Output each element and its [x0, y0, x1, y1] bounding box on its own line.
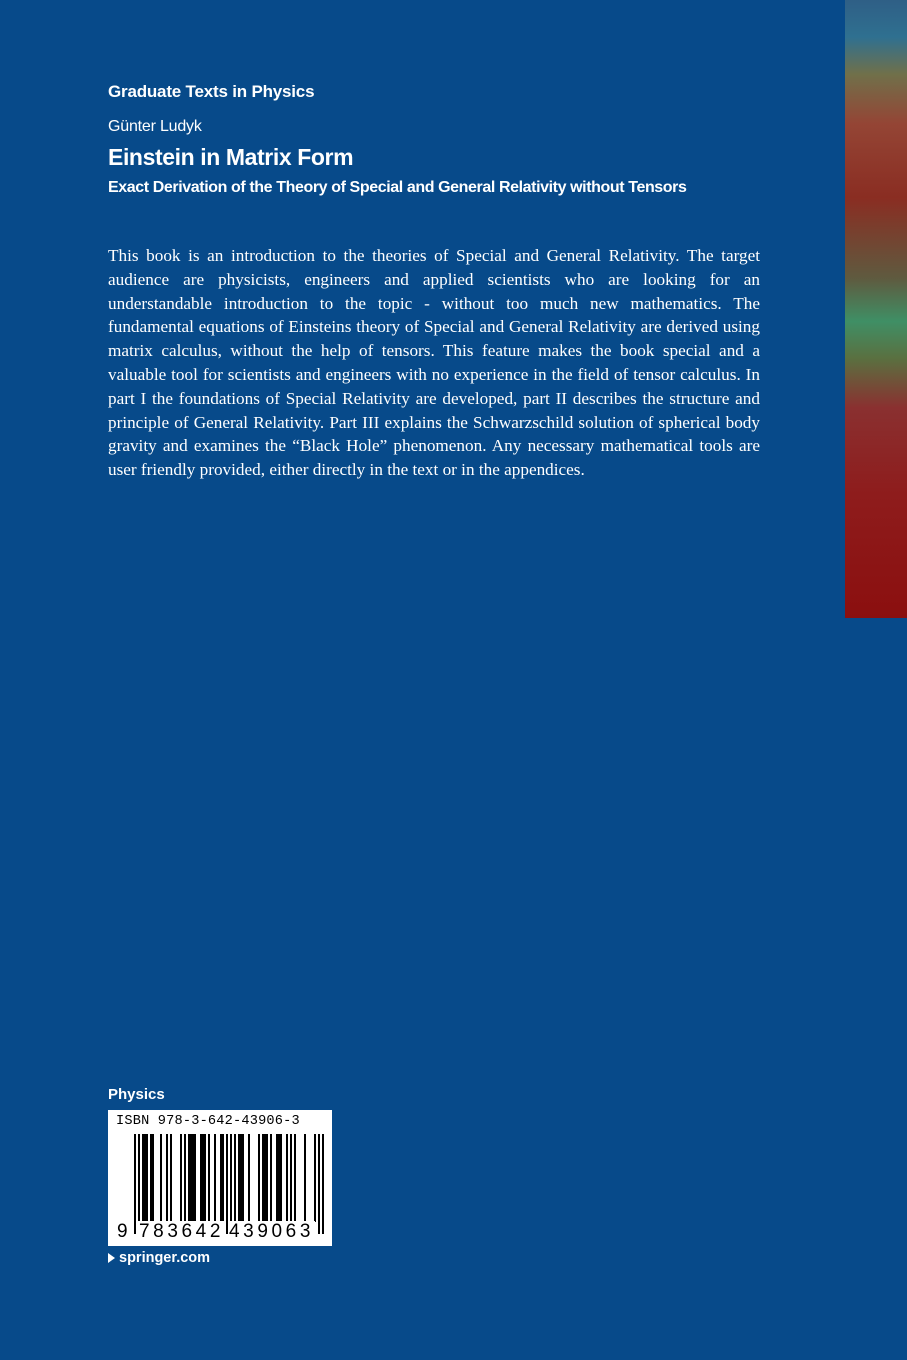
publisher-link[interactable]: [108, 1250, 210, 1266]
barcode-bar: [166, 1134, 168, 1222]
barcode-bar: [142, 1134, 144, 1222]
isbn-barcode: [108, 1110, 332, 1246]
barcode-bar: [270, 1134, 272, 1222]
ean-left-group: 783642: [139, 1221, 225, 1242]
barcode-bar: [238, 1134, 240, 1222]
barcode-bar: [278, 1134, 280, 1222]
series-name: Graduate Texts in Physics: [108, 82, 315, 101]
barcode-bar: [314, 1134, 316, 1222]
barcode-bar: [208, 1134, 210, 1222]
book-subtitle: Exact Derivation of the Theory of Special and General Relativity without Tensors: [108, 179, 687, 196]
barcode-bar: [190, 1134, 192, 1222]
barcode-bar: [276, 1134, 278, 1222]
barcode-bar: [200, 1134, 202, 1222]
barcode-bar: [134, 1134, 136, 1234]
barcode-bar: [138, 1134, 140, 1234]
barcode-bar: [146, 1134, 148, 1222]
barcode-bar: [304, 1134, 306, 1222]
barcode-bar: [150, 1134, 152, 1222]
barcode-bar: [202, 1134, 204, 1222]
barcode-bar: [234, 1134, 236, 1222]
barcode-bar: [318, 1134, 320, 1234]
barcode-bar: [258, 1134, 260, 1222]
barcode-bar: [266, 1134, 268, 1222]
author-name: Günter Ludyk: [108, 118, 202, 135]
spine-color-stripe: [845, 0, 907, 618]
publisher-url: springer.com: [119, 1250, 211, 1266]
barcode-bar: [322, 1134, 324, 1234]
barcode-bar: [220, 1134, 222, 1222]
barcode-bar: [152, 1134, 154, 1222]
barcode-bar: [264, 1134, 266, 1222]
barcode-bar: [280, 1134, 282, 1222]
barcode-bar: [144, 1134, 146, 1222]
barcode-bar: [294, 1134, 296, 1222]
barcode-bar: [180, 1134, 182, 1222]
barcode-bar: [290, 1134, 292, 1222]
barcode-bar: [214, 1134, 216, 1222]
barcode-bar: [192, 1134, 194, 1222]
barcode-bar: [204, 1134, 206, 1222]
barcode-bar: [226, 1134, 228, 1234]
ean-first-digit: 9: [117, 1221, 128, 1242]
subject-category: Physics: [108, 1086, 165, 1103]
isbn-label: ISBN 978-3-642-43906-3: [116, 1114, 300, 1129]
barcode-bar: [262, 1134, 264, 1222]
book-title: Einstein in Matrix Form: [108, 144, 354, 170]
barcode-bar: [286, 1134, 288, 1222]
barcode-bar: [242, 1134, 244, 1222]
barcode-bar: [194, 1134, 196, 1222]
ean-right-group: 439063: [229, 1221, 315, 1242]
barcode-bar: [240, 1134, 242, 1222]
barcode-bar: [248, 1134, 250, 1222]
book-description: This book is an introduction to the theories of Special and General Relativity. The target audience are physicists, engineers and applied scientists who are looking for an understandable introduction to the topic - without too much new mathematics. The fundamental equations of Einsteins theory of Special and General Relativity are derived using matrix calculus, without the help of tensors. This feature makes the book special and a valuable tool for scientists and engineers with no experience in the field of tensor calculus. In part I the foundations of Special Relativity are developed, part II describes the structure and principle of General Relativity. Part III explains the Schwarzschild solution of spherical body gravity and examines the “Black Hole” phenomenon. Any necessary mathematical tools are user friendly provided, either directly in the text or in the appendices.: [108, 246, 760, 480]
barcode-bar: [170, 1134, 172, 1222]
barcode-bar: [188, 1134, 190, 1222]
barcode-bar: [160, 1134, 162, 1222]
barcode-bar: [230, 1134, 232, 1234]
barcode-bar: [222, 1134, 224, 1222]
barcode-bar: [184, 1134, 186, 1222]
arrow-right-icon: [108, 1253, 115, 1263]
